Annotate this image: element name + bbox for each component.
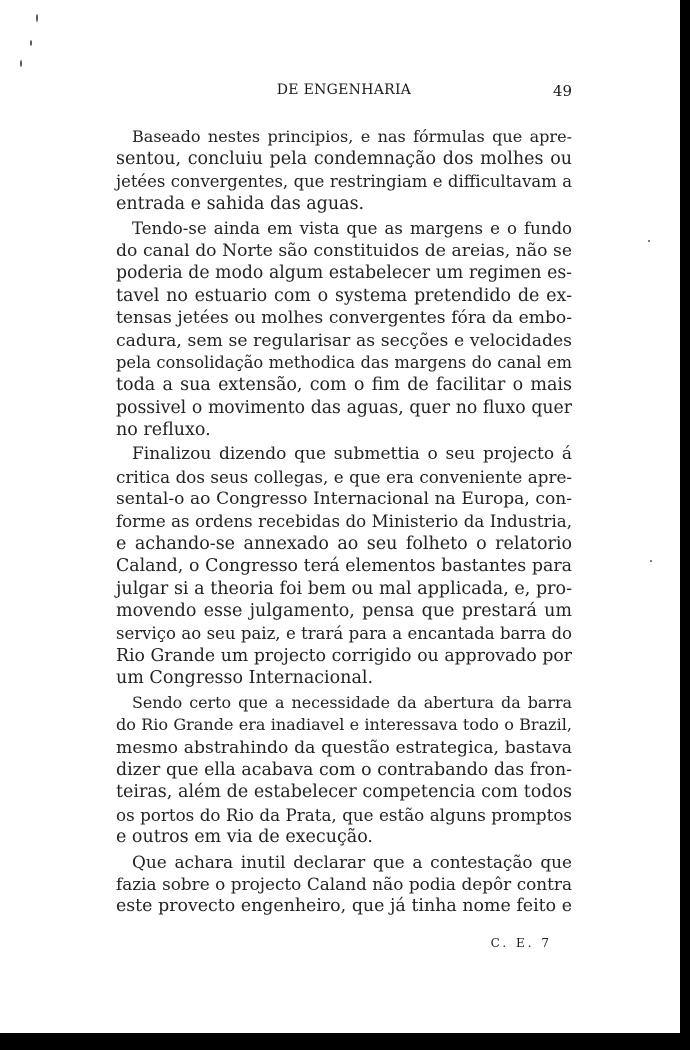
text-line: um Congresso Internacional. (116, 668, 374, 689)
print-speck (36, 14, 38, 22)
text-line: Rio Grande um projecto corrigido ou approvado por (116, 645, 572, 666)
text-line: julgar si a theoria foi bem ou mal applicada, e, pro- (116, 578, 572, 599)
text-line: e outros em via de execução. (116, 827, 373, 848)
text-line: Tendo-se ainda em vista que as margens e o fundo (132, 218, 572, 238)
page-number: 49 (552, 82, 572, 100)
text-line: este provecto engenheiro, que já tinha nome feito e (116, 896, 572, 917)
text-line: toda a sua extensão, com o fim de facilitar o mais (116, 375, 572, 396)
text-line: teiras, além de estabelecer competencia com todos (116, 782, 572, 803)
text-line: Sendo certo que a necessidade da abertura da barra (132, 692, 572, 712)
text-line: dizer que ella acabava com o contrabando das fron- (116, 759, 572, 780)
text-line: cadura, sem se regularisar as secções e velocidades (116, 330, 572, 351)
print-speck (20, 60, 22, 67)
page-header (116, 82, 572, 102)
print-speck (648, 240, 650, 242)
text-line: possivel o movimento das aguas, quer no fluxo quer (116, 397, 572, 418)
text-line: do Rio Grande era inadiavel e interessava todo o Brazil, (116, 715, 572, 735)
text-line: Que achara inutil declarar que a contestação que (132, 851, 572, 872)
text-line: poderia de modo algum estabelecer um regimen es- (116, 263, 572, 284)
text-line: Caland, o Congresso terá elementos bastantes para (116, 556, 572, 577)
text-line: Baseado nestes principios, e nas fórmulas que apre- (132, 127, 572, 146)
body-text (116, 126, 572, 918)
text-line: movendo esse julgamento, pensa que prestará um (116, 601, 572, 622)
text-line: sental-o ao Congresso Internacional na Europa, con- (116, 489, 572, 510)
text-line: Finalizou dizendo que submettia o seu projecto á (132, 444, 572, 465)
running-title: DE ENGENHARIA (276, 82, 412, 98)
text-line: jetées convergentes, que restringiam e difficultavam a (116, 171, 572, 191)
print-speck (650, 560, 652, 562)
text-line: do canal do Norte são constituidos de areias, não se (116, 240, 572, 261)
text-line: forme as ordens recebidas do Ministerio da Industria, (116, 511, 572, 531)
print-speck (30, 40, 32, 46)
text-line: entrada e sahida das aguas. (116, 194, 365, 215)
text-line: e achando-se annexado ao seu folheto o relatorio (116, 534, 572, 555)
text-line: os portos do Rio da Prata, que estão alguns promptos (116, 804, 572, 825)
text-line: tavel no estuario com o systema pretendido de ex- (116, 285, 572, 306)
text-line: critica dos seus collegas, e que era conveniente apre- (116, 466, 572, 487)
text-line: fazia sobre o projecto Caland não podia depôr contra (116, 873, 572, 894)
signature-mark: C. E. 7 (490, 936, 552, 950)
text-line: tensas jetées ou molhes convergentes fóra da embo- (116, 308, 572, 329)
text-line: serviço ao seu paiz, e trará para a encantada barra do (116, 623, 572, 643)
text-line: no refluxo. (116, 420, 211, 441)
text-line: sentou, concluiu pela condemnação dos molhes ou (116, 149, 572, 170)
text-line: pela consolidação methodica das margens do canal em (116, 352, 572, 372)
text-line: mesmo abstrahindo da questão estrategica, bastava (116, 737, 572, 758)
